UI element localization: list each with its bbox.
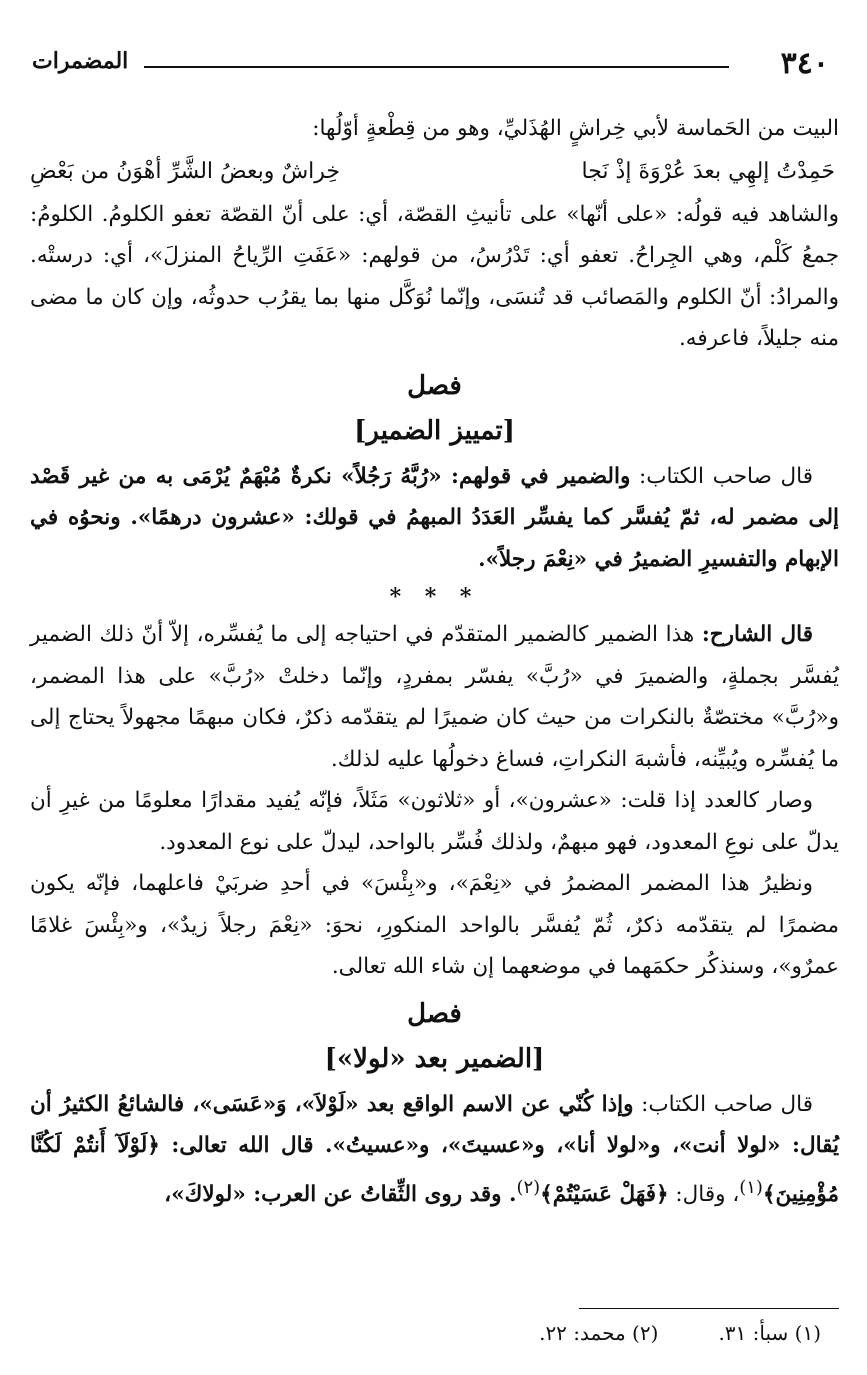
book-quote	[30, 1084, 839, 1216]
footnote: (٢) محمد: ٢٢.	[539, 1321, 659, 1345]
book-quote-lead: قال صاحب الكتاب:	[641, 1091, 814, 1117]
separator-stars: * * *	[389, 584, 480, 610]
commentary-paragraph: وصار كالعدد إذا قلت: «عشرون»، أو «ثلاثون» مَثَلاً، فإنّه يُفيد مقدارًا معلومًا من غيرِ أن يدلّ على نوعِ المعدود، فهو مبهمٌ، ولذلك فُسِّر بالواحد، ليدلّ على نوع المعدود.	[30, 788, 839, 855]
section-title: فصل	[407, 370, 462, 401]
page-number: ٣٤٠	[780, 46, 829, 81]
verse-first-hemistich: حَمِدْتُ إلهِي بعدَ عُرْوَةَ إذْ نَجا	[581, 158, 835, 184]
book-quote-text: ﴿فَهَلْ عَسَيْتُمْ﴾	[540, 1181, 669, 1207]
footnote-ref: (١)	[739, 1176, 763, 1198]
section-subtitle: [الضمير بعد «لولا»]	[324, 1043, 545, 1074]
book-quote-lead: قال صاحب الكتاب:	[639, 463, 814, 489]
commentary-text: هذا الضمير كالضمير المتقدّم في احتياجه إلى ما يُفسِّره، إلاّ أنّ ذلك الضمير يُفسَّر بجملةٍ، والضميرَ في «رُبَّ» يفسّر بمفردٍ، وإنّما دخلتْ «رُبَّ» على هذا المضمر، و«رُبَّ» مختصّةٌ بالنكرات من حيث كان ضميرًا لم يتقدّمه ذكرٌ، فكان مبهمًا مجهولاً يحتاج إلى ما يُفسِّره ويُبيِّنه، فأشبهَ النكراتِ، فساغ دخولُها عليه لذلك.	[30, 622, 839, 772]
commentary-paragraph	[30, 614, 839, 780]
page-header	[26, 44, 841, 84]
section-title: فصل	[407, 998, 462, 1029]
footnote-rule	[579, 1308, 839, 1309]
page-body	[30, 108, 839, 1215]
commentary-paragraph: ونظيرُ هذا المضمر المضمرُ في «نِعْمَ»، و«بِئْسَ» في أحدِ ضربَيْ فاعلهما، فإنّه يكون مضمرًا لم يتقدّمه ذكرٌ، ثُمّ يُفسَّر بالواحد المنكورِ، نحوَ: «نِعْمَ رجلاً زيدٌ»، و«بِئْسَ غلامًا عمرٌو»، وسنذكُر حكمَهما في موضعهما إن شاء الله تعالى.	[30, 871, 839, 979]
footnote-ref: (٢)	[516, 1176, 541, 1198]
book-quote-text: . وقد روى الثِّقاتُ عن العرب: «لولاكَ»،	[164, 1181, 517, 1207]
book-quote-text: والضمير في قولهم: «رُبَّهُ رَجُلاً» نكرةٌ مُبْهَمٌ يُرْمَى به من غير قَصْد إلى مضمر له، ثمّ يُفسَّر كما يفسِّر العَدَدُ المبهمُ في قولك: «عشرون درهمًا». ونحوُه في الإبهام والتفسيرِ الضميرُ في «نِعْمَ رجلاً».	[30, 463, 839, 572]
header-rule	[144, 66, 729, 68]
book-quote	[30, 456, 839, 581]
book-quote-connector: ، وقال:	[675, 1181, 740, 1207]
verse-second-hemistich: خِراشٌ وبعضُ الشَّرِّ أهْوَنُ من بَعْضِ	[30, 158, 341, 184]
intro-paragraph: والشاهد فيه قولُه: «على أنّها» على تأنيثِ القصّة، أي: على أنّ القصّة تعفو الكلومُ. الكلومُ: جمعُ كَلْم، وهي الجِراحُ. تعفو أي: تَدْرُسُ، من قولهم: «عَفَتِ الرِّياحُ المنزلَ»، أي: درستْه. والمرادُ: أنّ الكلوم والمَصائب قد تُنسَى، وإنّما نُوَكَّل منها بما يقرُب حدوثُه، وإن كان ما مضى منه جليلاً، فاعرفه.	[30, 201, 839, 351]
poem-verse	[30, 150, 839, 194]
intro-line: البيت من الحَماسة لأبي خِراشٍ الهُذَليِّ، وهو من قِطْعةٍ أوّلُها:	[312, 116, 839, 141]
footnotes	[300, 1318, 821, 1348]
commentary-lead: قال الشارح:	[701, 622, 813, 647]
running-title: المضمرات	[32, 48, 129, 74]
section-subtitle: [تمييز الضمير]	[354, 415, 515, 446]
book-quote-text: وإذا كُنّي عن الاسم الواقع بعد «لَوْلاَ»، وَ«عَسَى»، فالشائعُ الكثيرُ أن يُقال: «لولا أنت»، و«لولا أنا»، و«عسيتَ»، و«عسيتُ». قال الله تعالى: ﴿لَوْلَآ أَنتُمْ لَكُنَّا مُؤْمِنِينَ﴾	[30, 1091, 839, 1207]
footnote: (١) سبأ: ٣١.	[718, 1321, 821, 1345]
